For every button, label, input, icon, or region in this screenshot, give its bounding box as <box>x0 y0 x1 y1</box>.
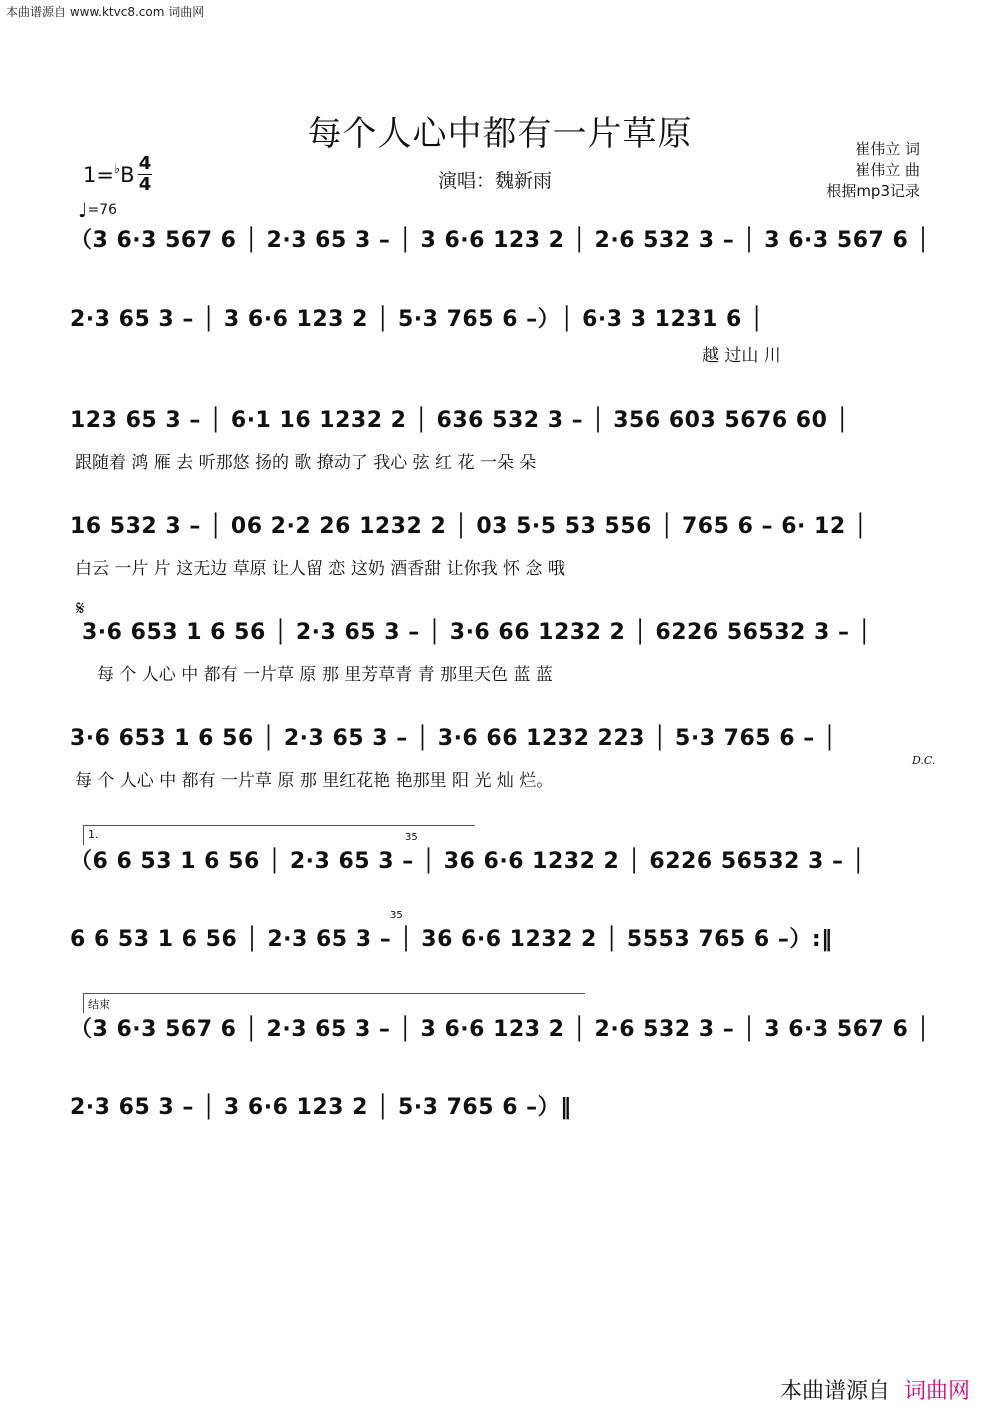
footer-left: 本曲谱源自 <box>779 1379 890 1404</box>
footer-watermark <box>780 1374 970 1405</box>
key-signature <box>83 162 135 187</box>
score-line-7: （6 6 53 1 6 56 │ 2·3 65 3 – │ 36 6·6 1232 2 │ 6226 56532 3 – │ <box>70 849 866 874</box>
ending-1-label: 1. <box>88 828 99 841</box>
final-ending-bracket-edge <box>83 993 84 1013</box>
segno-icon: 𝄋 <box>76 596 85 620</box>
footer-right: 词曲网 <box>903 1379 970 1404</box>
composer-credit: 崔伟立 曲 <box>855 161 920 179</box>
top-watermark: 本曲谱源自 www.ktvc8.com 词曲网 <box>6 5 205 19</box>
score-line-8: 6 6 53 1 6 56 │ 2·3 65 3 – │ 36 6·6 1232 2 │ 5553 765 6 –）:‖ <box>70 927 833 952</box>
ending-1-bracket-edge <box>83 825 84 845</box>
dc-marking: D.C. <box>912 754 936 767</box>
score-line-5: 3·6 653 1 6 56 │ 2·3 65 3 – │ 3·6 66 1232 2 │ 6226 56532 3 – │ <box>82 620 872 645</box>
lyric-line-5: 每 个 人心 中 都有 一片草 原 那 里芳草青 青 那里天色 蓝 蓝 <box>97 665 553 685</box>
tempo-marking <box>78 198 117 222</box>
time-bottom: 4 <box>138 174 152 195</box>
page-title: 每个人心中都有一片草原 <box>307 114 693 154</box>
time-signature <box>138 154 152 195</box>
lyric-line-4: 白云 一片 片 这无边 草原 让人留 恋 这奶 酒香甜 让你我 怀 念 哦 <box>75 559 565 579</box>
score-line-3: 123 65 3 – │ 6·1 16 1232 2 │ 636 532 3 – │ 356 603 5676 60 │ <box>70 408 850 433</box>
ending-1-bracket <box>83 825 475 826</box>
score-line-4: 16 532 3 – │ 06 2·2 26 1232 2 │ 03 5·5 53 556 │ 765 6 – 6· 12 │ <box>70 514 868 539</box>
lyricist-credit: 崔伟立 词 <box>855 140 920 158</box>
score-line-10: 2·3 65 3 – │ 3 6·6 123 2 │ 5·3 765 6 –）‖ <box>70 1095 572 1120</box>
final-ending-label: 结束 <box>88 998 110 1011</box>
time-top: 4 <box>138 153 152 174</box>
grace-note-1: 35 <box>405 832 418 843</box>
grace-note-2: 35 <box>390 910 403 921</box>
score-line-1: （3 6·3 567 6 │ 2·3 65 3 – │ 3 6·6 123 2 │ 2·6 532 3 – │ 3 6·3 567 6 │ <box>70 228 931 253</box>
lyric-line-6: 每 个 人心 中 都有 一片草 原 那 里红花艳 艳那里 阳 光 灿 烂。 <box>75 771 554 791</box>
source-credit: 根据mp3记录 <box>826 182 920 200</box>
score-line-2: 2·3 65 3 – │ 3 6·6 123 2 │ 5·3 765 6 –）│ 6·3 3 1231 6 │ <box>70 307 764 332</box>
quarter-note-icon: ♩ <box>78 198 88 222</box>
tempo-value: =76 <box>87 202 117 218</box>
lyric-line-3: 跟随着 鸿 雁 去 听那悠 扬的 歌 撩动了 我心 弦 红 花 一朵 朵 <box>75 453 537 473</box>
final-ending-bracket <box>83 993 585 994</box>
singer-credit: 演唱：魏新雨 <box>438 170 553 192</box>
score-line-9: （3 6·3 567 6 │ 2·3 65 3 – │ 3 6·6 123 2 │ 2·6 532 3 – │ 3 6·3 567 6 │ <box>70 1017 931 1042</box>
score-line-6: 3·6 653 1 6 56 │ 2·3 65 3 – │ 3·6 66 1232 223 │ 5·3 765 6 – │ <box>70 726 837 751</box>
key-prefix: 1= <box>83 163 114 187</box>
lyric-line-2: 越 过山 川 <box>702 346 781 366</box>
flat-sign: ♭ <box>113 162 121 177</box>
key-note: B <box>120 163 135 187</box>
